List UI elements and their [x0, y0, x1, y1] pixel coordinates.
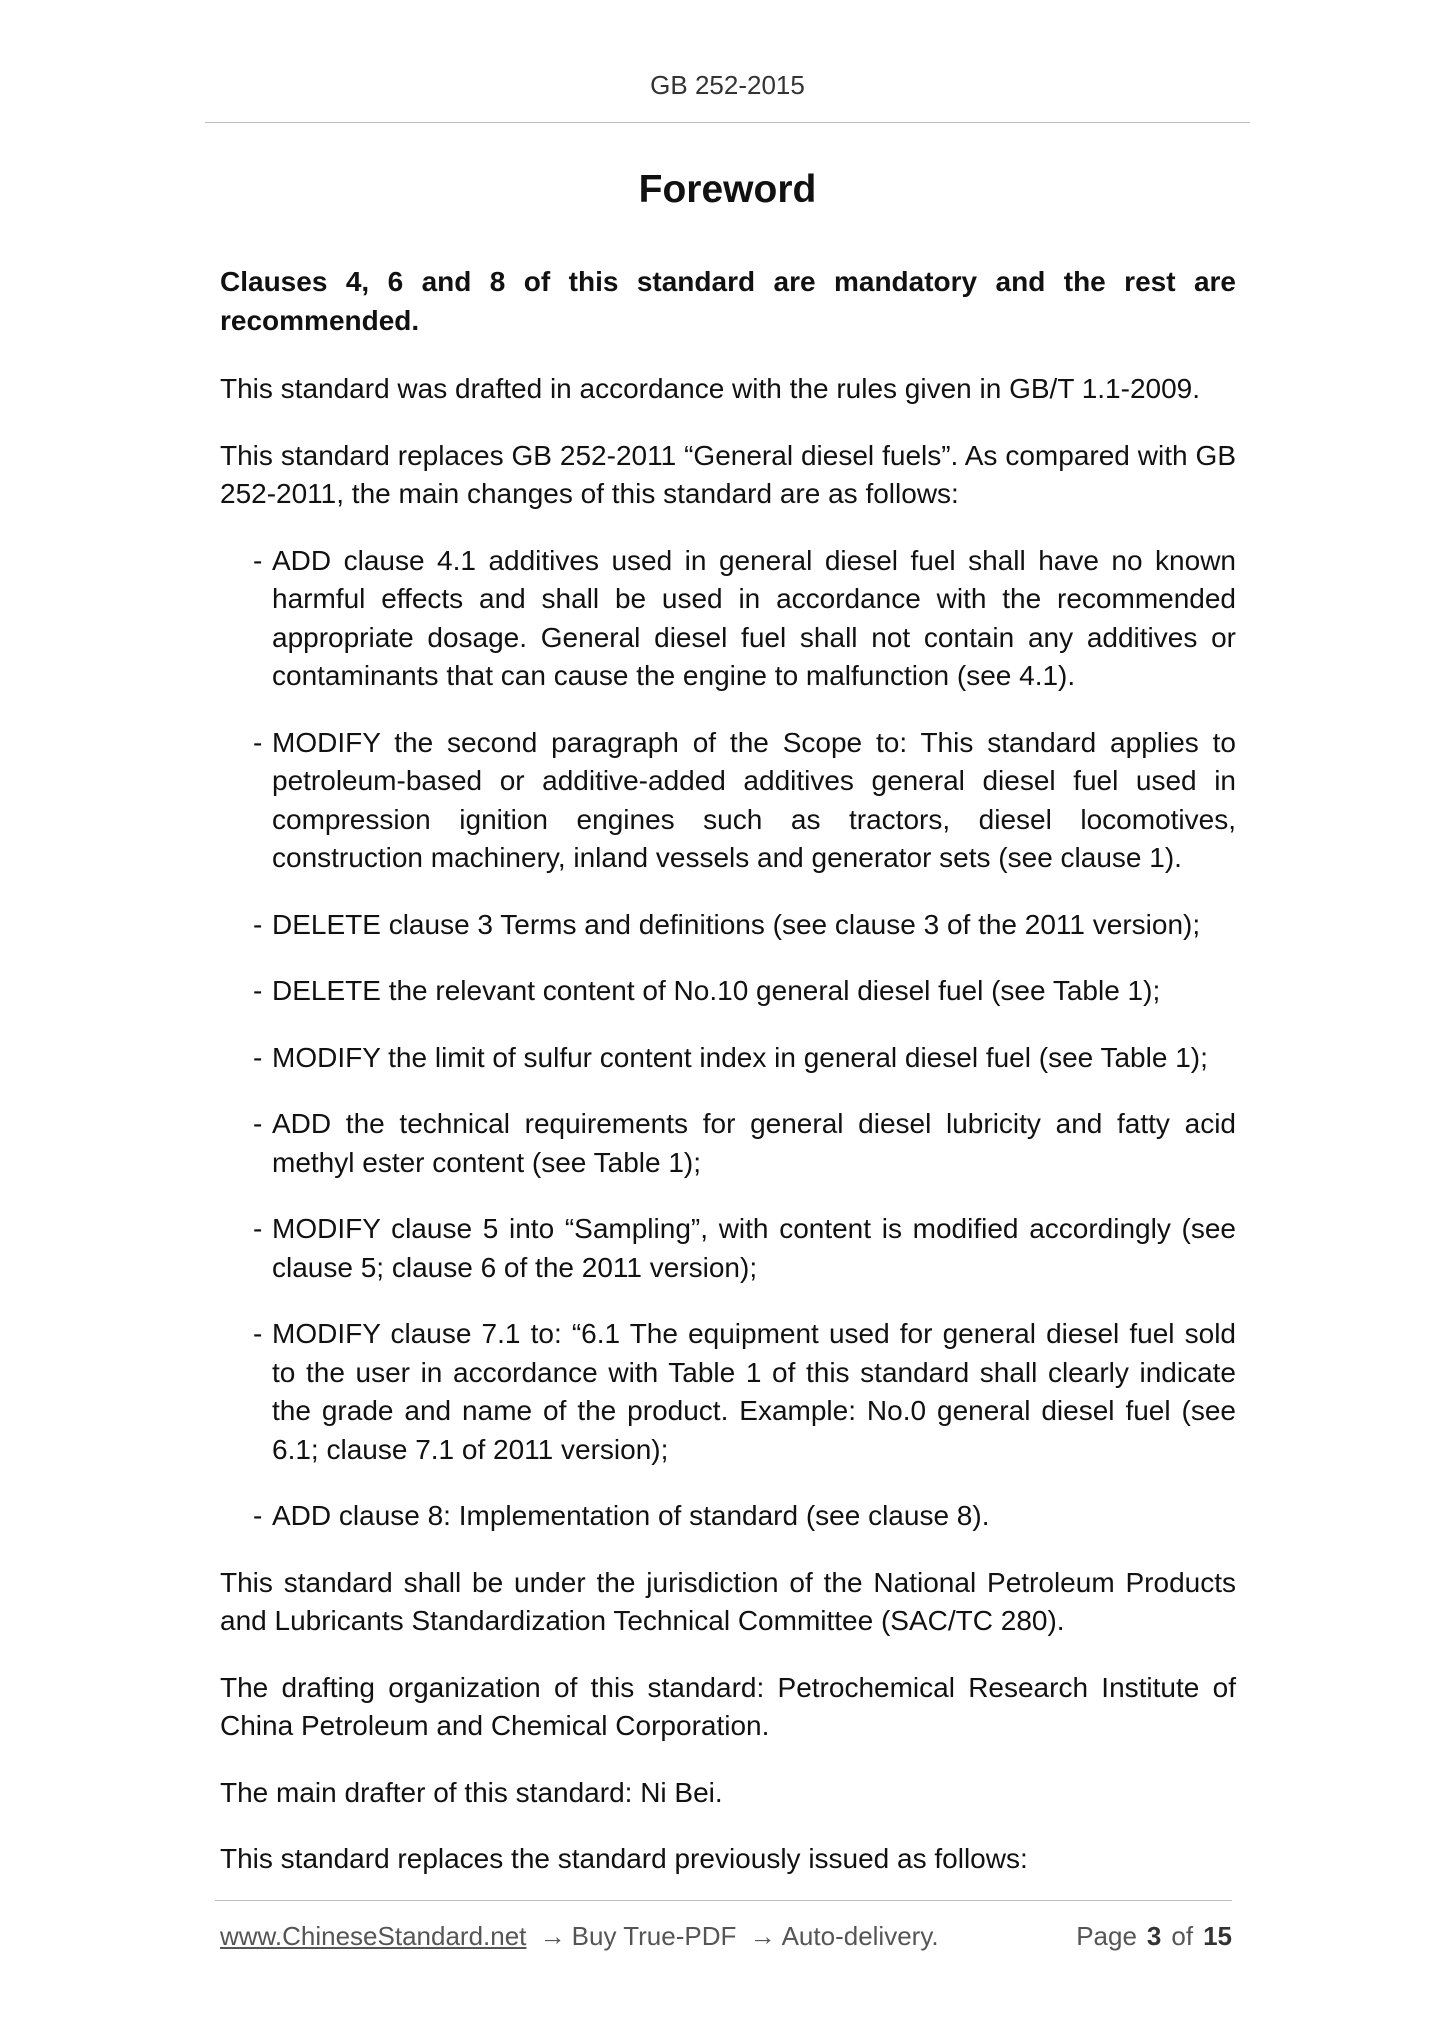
drafting-organization-paragraph: The drafting organization of this standard: Petrochemical Research Institute of China Petroleum and Chemical Corporation. — [220, 1671, 1236, 1741]
arrow-right-icon: → — [539, 1921, 566, 1951]
page-footer — [220, 1921, 1232, 1957]
replaces-paragraph: This standard replaces GB 252-2011 “General diesel fuels”. As compared with GB 252-2011, the main changes of this standard are as follows: — [220, 439, 1236, 509]
list-item — [220, 724, 1236, 878]
page-number: 3 — [1146, 1921, 1162, 1951]
document-body — [220, 263, 1236, 1907]
list-item — [220, 972, 1236, 1011]
list-item-text: DELETE clause 3 Terms and definitions (see clause 3 of the 2011 version); — [272, 908, 1201, 940]
list-item — [220, 542, 1236, 696]
list-item-text: MODIFY the limit of sulfur content index in general diesel fuel (see Table 1); — [272, 1041, 1208, 1073]
changes-list — [220, 542, 1236, 1536]
list-item — [220, 906, 1236, 945]
list-item-text: DELETE the relevant content of No.10 general diesel fuel (see Table 1); — [272, 975, 1161, 1006]
website-link[interactable]: www.ChineseStandard.net — [220, 1921, 527, 1951]
list-dash: - — [253, 975, 263, 1006]
list-item-text: ADD the technical requirements for general diesel lubricity and fatty acid methyl ester content (see Table 1); — [272, 1108, 1236, 1178]
list-dash: - — [253, 726, 263, 758]
list-item — [220, 1210, 1236, 1287]
jurisdiction-paragraph: This standard shall be under the jurisdiction of the National Petroleum Products and Lubricants Standardization Technical Committee (SAC/TC 280). — [220, 1566, 1236, 1636]
list-dash: - — [253, 1318, 263, 1349]
list-dash: - — [253, 544, 263, 576]
list-item — [220, 1039, 1236, 1078]
page-label: Page — [1076, 1921, 1137, 1951]
mandatory-clauses-paragraph: Clauses 4, 6 and 8 of this standard are mandatory and the rest are recommended. — [220, 266, 1236, 336]
footer-promo — [220, 1921, 939, 1952]
list-item-text: MODIFY the second paragraph of the Scope to: This standard applies to petroleum-based or additive-added additives general diesel fuel used in compression ignition engines such as tractors, diesel locomotives, construction machinery, inland vessels and generator sets (see clause 1). — [272, 726, 1236, 873]
main-drafter-paragraph: The main drafter of this standard: Ni Bei. — [220, 1776, 723, 1808]
list-dash: - — [253, 1041, 263, 1073]
buy-true-pdf-text: Buy True-PDF — [571, 1921, 737, 1951]
list-item-text: ADD clause 8: Implementation of standard (see clause 8). — [272, 1500, 990, 1531]
of-label: of — [1171, 1921, 1194, 1951]
footer-divider — [215, 1900, 1232, 1901]
page-title: Foreword — [638, 168, 817, 211]
running-header: GB 252-2015 — [650, 70, 805, 100]
arrow-right-icon: → — [749, 1921, 776, 1951]
list-dash: - — [253, 1500, 263, 1531]
total-pages: 15 — [1203, 1921, 1232, 1951]
previous-editions-paragraph: This standard replaces the standard previously issued as follows: — [220, 1843, 1028, 1874]
auto-delivery-text: Auto-delivery. — [781, 1921, 939, 1951]
list-dash: - — [253, 908, 263, 940]
list-item — [220, 1497, 1236, 1536]
list-dash: - — [253, 1213, 263, 1244]
list-item-text: MODIFY clause 5 into “Sampling”, with content is modified accordingly (see clause 5; clause 6 of the 2011 version); — [272, 1213, 1236, 1283]
drafting-rules-paragraph: This standard was drafted in accordance with the rules given in GB/T 1.1-2009. — [220, 373, 1201, 404]
list-dash: - — [253, 1108, 263, 1139]
list-item-text: ADD clause 4.1 additives used in general diesel fuel shall have no known harmful effects and shall be used in accordance with the recommended appropriate dosage. General diesel fuel shall not contain any additives or contaminants that can cause the engine to malfunction (see 4.1). — [272, 544, 1236, 691]
page-indicator — [1076, 1921, 1232, 1952]
list-item-text: MODIFY clause 7.1 to: “6.1 The equipment used for general diesel fuel sold to the user in accordance with Table 1 of this standard shall clearly indicate the grade and name of the product. Example: No.0 general diesel fuel (see 6.1; clause 7.1 of 2011 version); — [272, 1318, 1236, 1465]
header-divider — [205, 122, 1250, 123]
list-item — [220, 1105, 1236, 1182]
list-item — [220, 1315, 1236, 1469]
